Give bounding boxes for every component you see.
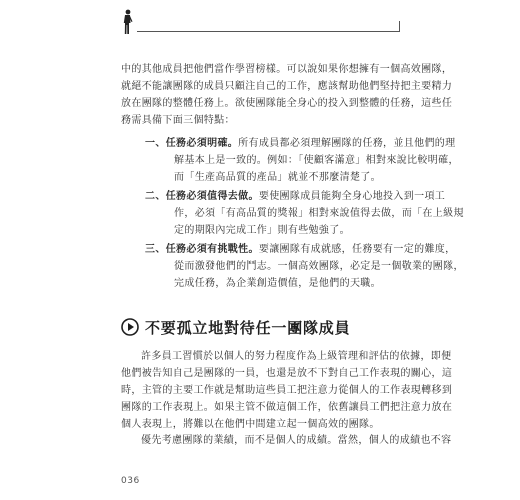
- list-text: 要使團隊成員能夠全身心地投入到一項工: [258, 191, 446, 202]
- text-line: 放在團隊的整體任務上。欲使團隊能全身心的投入到整體的任務，這些任: [121, 98, 453, 109]
- text-line: 許多員工習慣於以個人的努力程度作為上級管理和評估的依據，即便: [141, 351, 452, 362]
- list-number: 二、: [145, 191, 166, 202]
- list-text: 作，必須「有高品質的獎報」相對來說值得去做，而「在上級規: [174, 208, 464, 219]
- list-lead: 任務必須值得去做。: [165, 191, 259, 202]
- list-text: 所有成員都必須理解團隊的任務，並且他們的理: [238, 138, 456, 149]
- list-lead: 任務必須有挑戰性。: [165, 244, 259, 255]
- intro-paragraph: [121, 61, 452, 129]
- section-heading: [121, 317, 350, 337]
- body-paragraph: [121, 348, 452, 433]
- text-line: 個人表現上，將難以在他們中間建立起一個高效的團隊。: [121, 419, 380, 430]
- text-line: 時，主管的主要工作就是幫助這些員工把注意力從個人的工作表現轉移到: [121, 385, 453, 396]
- text-line: 他們被告知自己是團隊的一員，也還是放不下對自己工作表現的關心，這: [121, 368, 453, 379]
- page-number: 036: [121, 476, 140, 486]
- list-text: 而「生產高品質的產品」就並不那麼清楚了。: [174, 172, 381, 183]
- text-line: 就絕不能讓團隊的成員只顧注自己的工作，應該幫助他們堅持把主要精力: [121, 81, 453, 92]
- list-text: 解基本上是一致的。例如：「使顧客滿意」相對來說比較明確，: [174, 155, 459, 166]
- list-text: 要讓團隊有成就感，任務要有一定的難度，: [258, 244, 456, 255]
- text-line: 優先考慮團隊的業績，而不是個人的成績。當然，個人的成績也不容: [141, 435, 452, 446]
- section-title: 不要孤立地對待任一團隊成員: [145, 318, 351, 337]
- list-text: 完成任務，為企業創造價值，是他們的天職。: [174, 278, 381, 289]
- list-number: 一、: [145, 138, 166, 149]
- header-rule: [137, 31, 399, 32]
- list-item-3: [145, 241, 464, 292]
- text-line: 團隊的工作表現上。如果主管不做這個工作，依舊讓員工們把注意力放在: [121, 402, 453, 413]
- body-paragraph: [121, 432, 452, 449]
- list-item-2: [145, 188, 464, 239]
- text-line: 中的其他成員把他們當作學習榜樣。可以說如果你想擁有一個高效團隊，: [121, 64, 453, 75]
- play-triangle-icon: [121, 318, 139, 336]
- list-lead: 任務必須明確。: [165, 138, 239, 149]
- header-rule-end-mark: [399, 21, 400, 32]
- text-line: 務需具備下面三個特點：: [121, 115, 235, 126]
- list-item-1: [145, 135, 459, 186]
- list-number: 三、: [145, 244, 166, 255]
- list-text: 從而激發他們的鬥志。一個高效團隊，必定是一個敬業的團隊，: [174, 261, 464, 272]
- list-text: 定的期限內完成工作」則有些勉強了。: [174, 225, 350, 236]
- walking-person-icon: [120, 9, 134, 35]
